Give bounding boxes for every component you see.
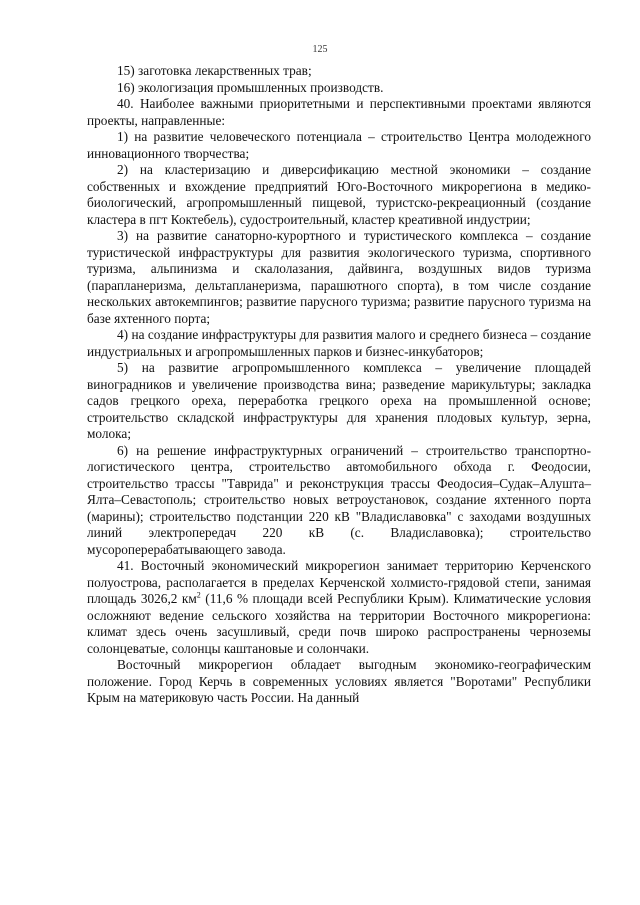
paragraph-last: Восточный микрорегион обладает выгодным экономико-географическим положение. Город Керчь в современных условиях является "Воротами" Республики Крым на материковую часть России. На данный bbox=[87, 657, 591, 705]
paragraph: 1) на развитие человеческого потенциала – строительство Центра молодежного инновационного творчества; bbox=[87, 129, 591, 161]
page-number: 125 bbox=[312, 44, 328, 55]
paragraph: 16) экологизация промышленных производств. bbox=[117, 79, 384, 95]
paragraph: 2) на кластеризацию и диверсификацию местной экономики – создание собственных и вхождение предприятий Юго-Восточного микрорегиона в медико-биологический, агропромышленный пищевой, туристско-рекреационный (создание кластера в пгт Коктебель), судостроительный, кластер креативной индустрии; bbox=[87, 162, 591, 227]
paragraph: 4) на создание инфраструктуры для развития малого и среднего бизнеса – создание индустриальных и агропромышленных парков и бизнес-инкубаторов; bbox=[87, 327, 591, 359]
paragraph-41-start: 41. Восточный экономический микрорегион занимает территорию Керченского полуострова, располагается в пределах Керченской холмисто-грядовой степи, занимая площадь 3026,2 км bbox=[87, 558, 591, 606]
area-unit-superscript: 2 bbox=[196, 590, 201, 600]
paragraph: 3) на развитие санаторно-курортного и туристического комплекса – создание туристической инфраструктуры для развития экологического туризма, спортивного туризма, альпинизма и скалолазания, дайвинга, воздушных видов туризма (парапланеризма, дельтапланеризма, парашютного спорта), в том числе создание нескольких автокемпингов; развитие парусного туризма; развитие парусного туризма на базе яхтенного порта; bbox=[87, 228, 591, 326]
body-text bbox=[87, 63, 591, 707]
paragraph-41-end: (11,6 % площади всей Республики Крым). Климатические условия осложняют ведение сельского хозяйства на территории Восточного микрорегиона: климат здесь очень засушливый, среди почв широко распространены черноземы солонцеватые, солонцы каштановые и солончаки. bbox=[87, 591, 591, 656]
paragraph: 15) заготовка лекарственных трав; bbox=[117, 63, 312, 78]
paragraph: 6) на решение инфраструктурных ограничений – строительство транспортно-логистического центра, строительство автомобильного обхода г. Феодосии, строительство трассы "Таврида" и реконструкция трассы Феодосия–Судак–Алушта–Ялта–Севастополь; строительство новых ветроустановок, создание яхтенного порта (марины); строительство подстанции 220 кВ "Владиславовка" с заходами воздушных линий электропередач 220 кВ (с. Владиславовка); строительство мусороперерабатывающего завода. bbox=[87, 442, 591, 557]
paragraph: 40. Наиболее важными приоритетными и перспективными проектами являются проекты, направленные: bbox=[87, 96, 591, 128]
paragraph-41 bbox=[87, 558, 591, 657]
paragraph: 5) на развитие агропромышленного комплекса – увеличение площадей виноградников и увеличение производства вина; разведение марикультуры; закладка садов грецкого ореха, переработка грецкого ореха на промышленной основе; строительство складской инфраструктуры для хранения плодовых культур, зерна, молока; bbox=[87, 360, 591, 441]
